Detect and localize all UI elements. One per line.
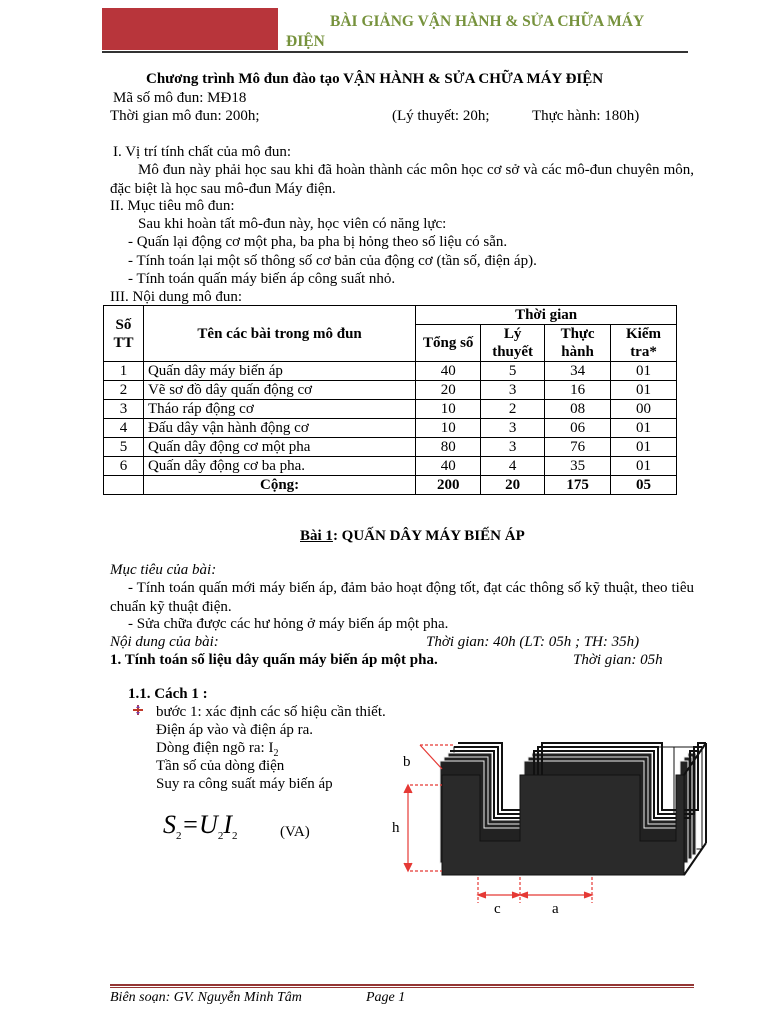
section3-heading: III. Nội dung mô đun: [110, 289, 243, 305]
method-heading: 1.1. Cách 1 : [128, 686, 208, 702]
module-table [103, 305, 677, 495]
header-stt: Số TT [104, 306, 144, 362]
module-practice: Thực hành: 180h) [532, 108, 640, 124]
label-c: c [494, 901, 501, 917]
arrow-bullet-icon [132, 704, 144, 716]
lesson-objective-1: - Tính toán quấn mới máy biến áp, đảm bảo hoạt động tốt, đạt các thông số kỹ thuật, theo tiêu chuẩn kỹ thuật điện. [110, 580, 694, 615]
section2-intro: Sau khi hoàn tất mô-đun này, học viên có năng lực: [138, 216, 447, 232]
power-unit: (VA) [280, 824, 310, 840]
section1-text: Mô đun này phải học sau khi đã hoàn thành các môn học cơ sở và các mô-đun chuyên môn, đặc biệt là học sau mô-đun Máy điện. [110, 162, 694, 197]
lesson-subsection-1-time: Thời gian: 05h [573, 652, 663, 668]
objective-item-1: - Quấn lại động cơ một pha, ba pha bị hỏng theo số liệu có sẵn. [128, 234, 508, 250]
step-line-current: Dòng điện ngõ ra: $I_2$ [156, 740, 279, 759]
section1-heading: I. Vị trí tính chất của mô đun: [113, 144, 292, 160]
lesson-subsection-1: 1. Tính toán số liệu dây quấn máy biến áp một pha. [110, 652, 438, 668]
header-time: Thời gian [416, 306, 677, 325]
step-line-frequency: Tần số của dòng điện [156, 758, 285, 774]
footer-divider [110, 984, 694, 986]
label-a: a [552, 901, 559, 917]
lesson-objective-heading: Mục tiêu của bài: [110, 562, 217, 578]
program-title: Chương trình Mô đun đào tạo VẬN HÀNH & SỬA CHỮA MÁY ĐIỆN [146, 71, 604, 87]
footer-page-number: Page 1 [366, 990, 406, 1005]
module-duration: Thời gian mô đun: 200h; [110, 108, 260, 124]
step-1: bước 1: xác định các số hiệu cần thiết. [156, 704, 386, 720]
core-laminations [440, 743, 706, 875]
table-sum-row: Cộng: 200 20 175 05 [104, 476, 677, 495]
lesson-content-time: Thời gian: 40h (LT: 05h ; TH: 35h) [426, 634, 640, 650]
step-line-voltage: Điện áp vào và điện áp ra. [156, 722, 314, 738]
table-row: 1 Quấn dây máy biến áp 40 5 34 01 [104, 362, 677, 381]
transformer-core-diagram [370, 735, 710, 920]
header-lesson-name: Tên các bài trong mô đun [143, 306, 415, 362]
objective-item-3: - Tính toán quấn máy biến áp công suất nhỏ. [128, 271, 396, 287]
header-title: BÀI GIẢNG VẬN HÀNH & SỬA CHỮA MÁY ĐIỆN [286, 13, 645, 50]
label-b: b [403, 754, 411, 770]
power-formula: $S_2=U_2I_2$ [163, 810, 238, 843]
section2-heading: II. Mục tiêu mô đun: [110, 198, 235, 214]
lesson-objective-2: - Sửa chữa được các hư hỏng ở máy biến áp một pha. [128, 616, 449, 632]
header-color-block [102, 8, 278, 50]
table-row: 3 Tháo ráp động cơ 10 2 08 00 [104, 400, 677, 419]
lesson-content-heading: Nội dung của bài: [110, 634, 219, 650]
header-practice: Thực hành [545, 325, 611, 362]
table-row: 2 Vẽ sơ đồ dây quấn động cơ 20 3 16 01 [104, 381, 677, 400]
step-line-power: Suy ra công suất máy biến áp [156, 776, 333, 792]
footer-author: Biên soạn: GV. Nguyễn Minh Tâm [110, 990, 302, 1005]
header-divider [102, 51, 688, 53]
table-row: 4 Đấu dây vận hành động cơ 10 3 06 01 [104, 419, 677, 438]
header-theory: Lý thuyết [481, 325, 545, 362]
header-test: Kiểm tra* [611, 325, 677, 362]
module-code: Mã số mô đun: MĐ18 [113, 90, 247, 106]
table-row: 5 Quấn dây động cơ một pha 80 3 76 01 [104, 438, 677, 457]
lesson-title: Bài 1: QUẤN DÂY MÁY BIẾN ÁP [300, 528, 525, 544]
footer-divider-thin [110, 987, 694, 988]
label-h: h [392, 820, 400, 836]
header-total: Tổng số [416, 325, 481, 362]
module-theory: (Lý thuyết: 20h; [392, 108, 490, 124]
table-row: 6 Quấn dây động cơ ba pha. 40 4 35 01 [104, 457, 677, 476]
objective-item-2: - Tính toán lại một số thông số cơ bản của động cơ (tần số, điện áp). [128, 253, 537, 269]
